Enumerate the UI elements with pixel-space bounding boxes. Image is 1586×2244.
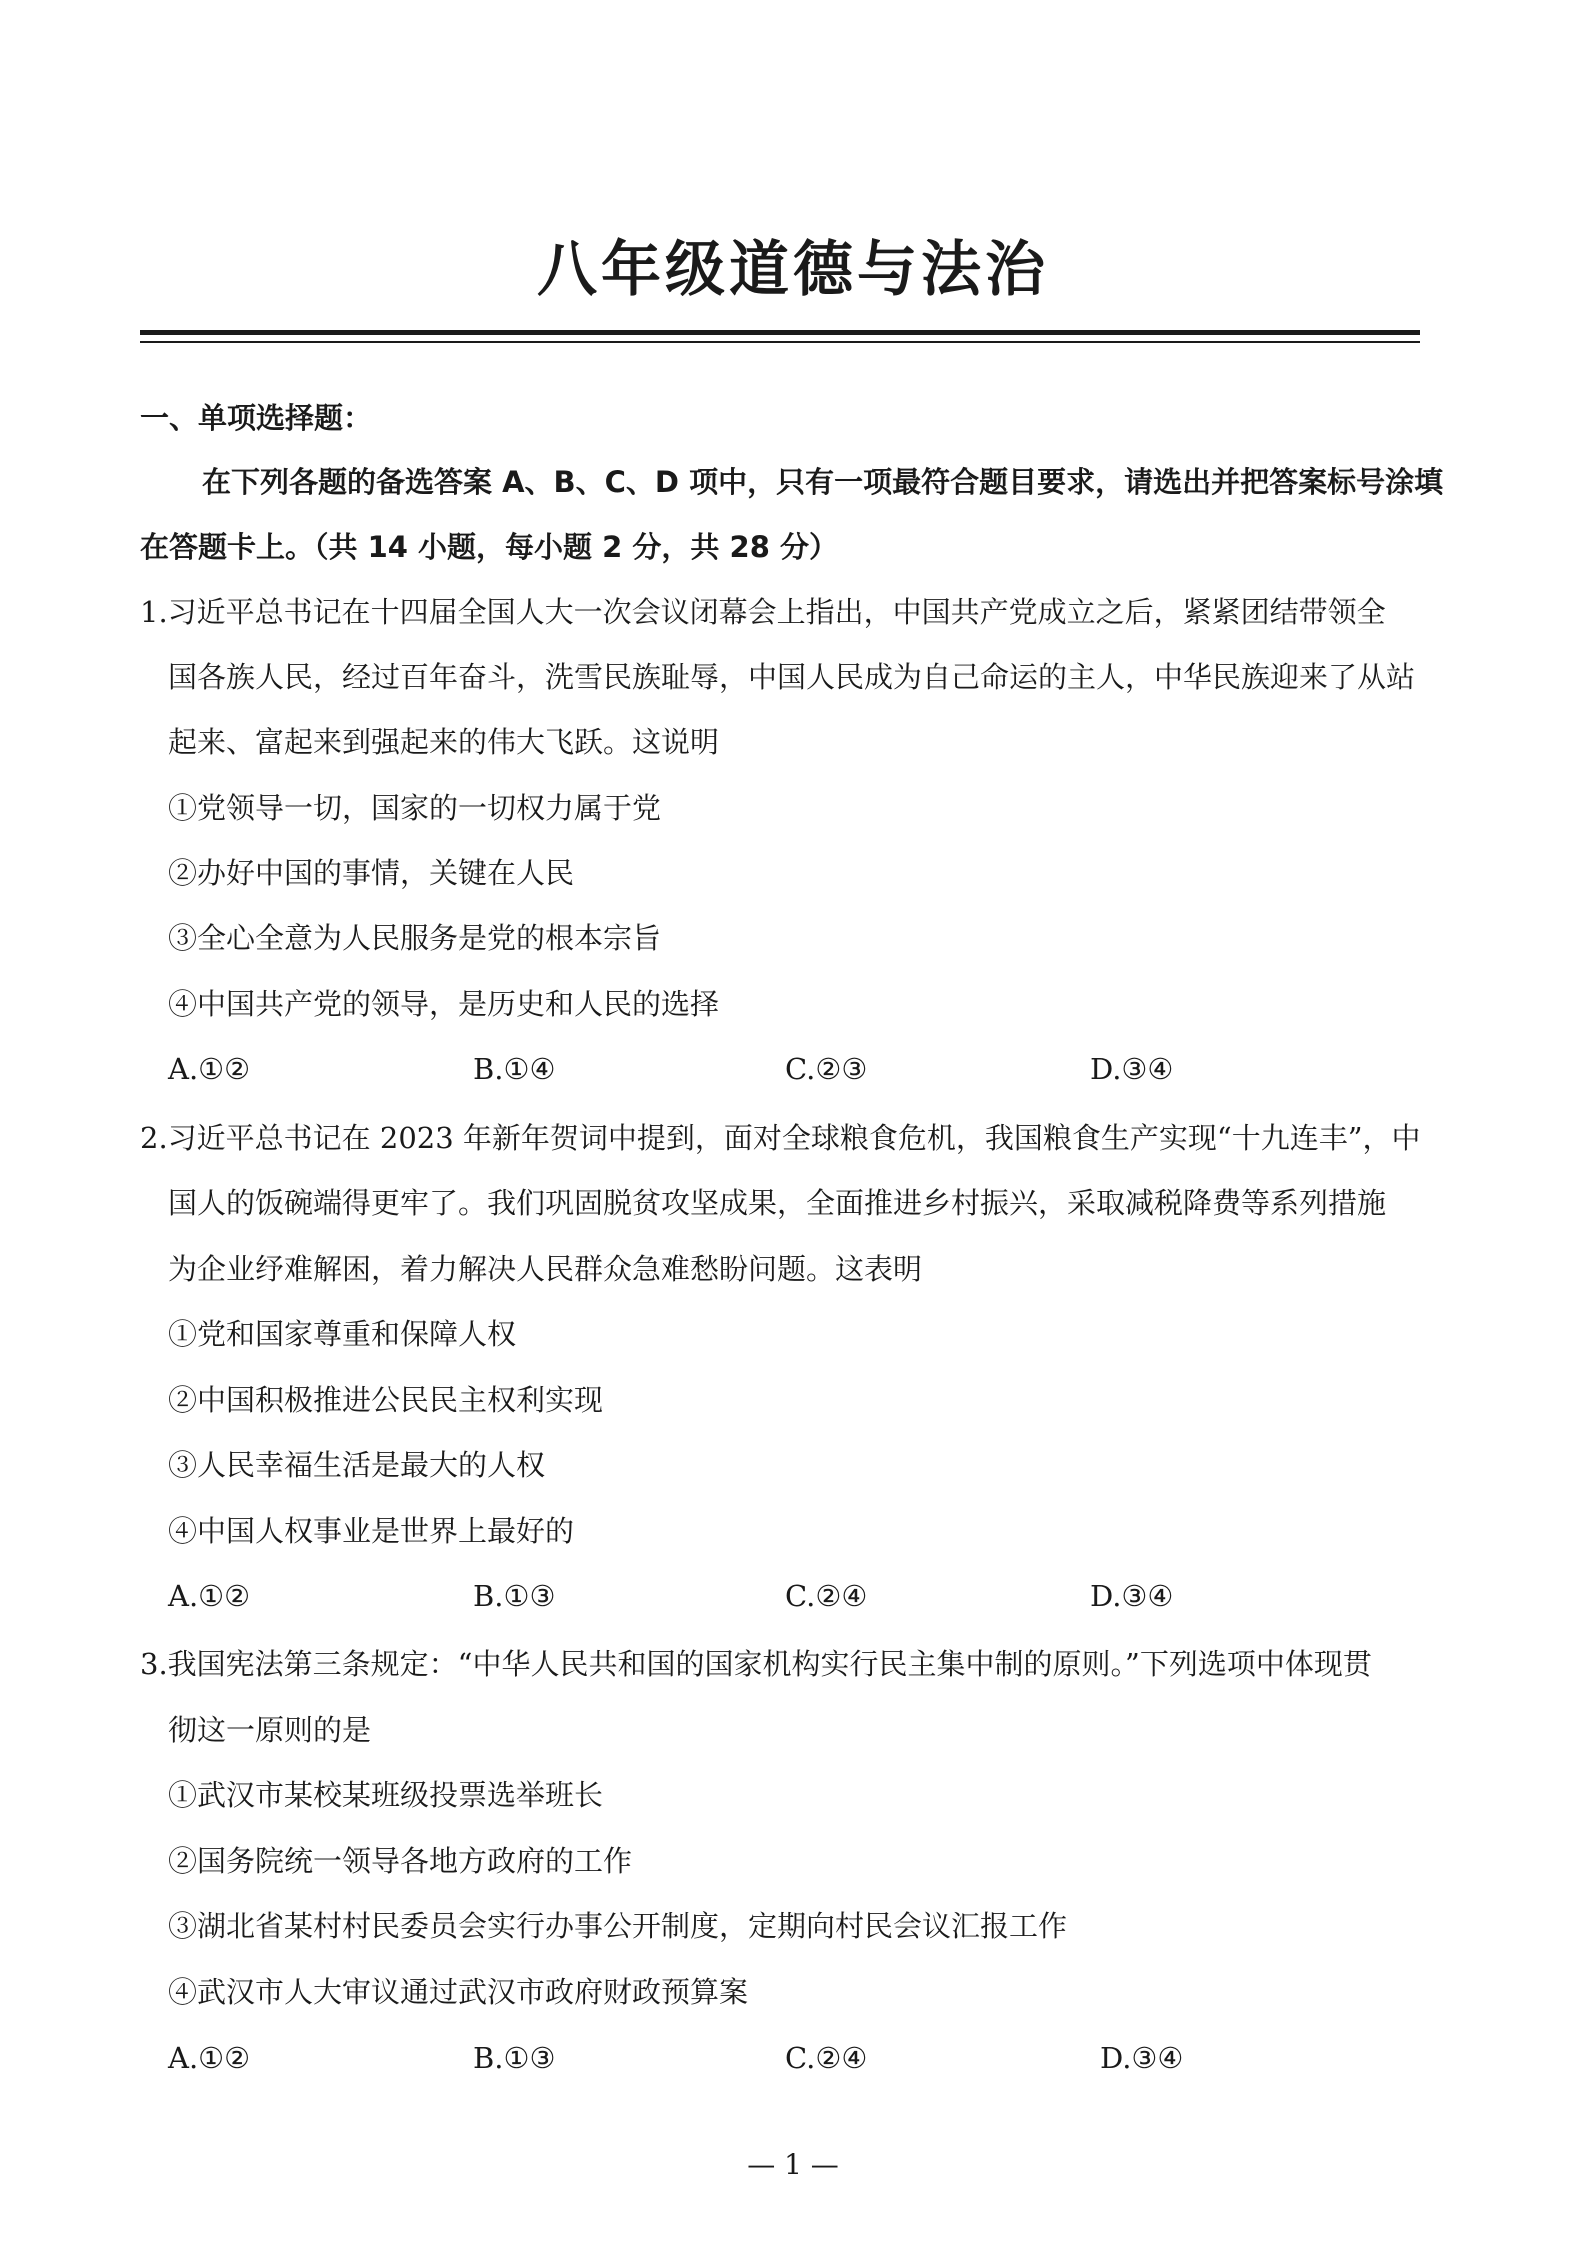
question-1-statement-3: ③全心全意为人民服务是党的根本宗旨	[168, 921, 662, 955]
question-1-option-c: C.②③	[785, 1052, 868, 1086]
question-3-option-c: C.②④	[785, 2041, 868, 2075]
question-2-option-c: C.②④	[785, 1579, 868, 1613]
question-1-stem-line-1: 1.习近平总书记在十四届全国人大一次会议闭幕会上指出，中国共产党成立之后，紧紧团结带领全	[140, 595, 1386, 629]
question-2-option-d: D.③④	[1090, 1579, 1174, 1613]
section-instruction-line-2: 在答题卡上。（共 14 小题，每小题 2 分，共 28 分）	[140, 530, 838, 564]
question-1-option-d: D.③④	[1090, 1052, 1174, 1086]
exam-title: 八年级道德与法治	[537, 235, 1049, 305]
question-3-stem-line-2: 彻这一原则的是	[168, 1713, 372, 1747]
question-2-options	[168, 1576, 1248, 1616]
question-1-option-a: A.①②	[168, 1052, 251, 1086]
question-2-stem-line-2: 国人的饭碗端得更牢了。我们巩固脱贫攻坚成果，全面推进乡村振兴，采取减税降费等系列措施	[168, 1186, 1387, 1220]
question-1-options	[168, 1049, 1248, 1089]
question-2-statement-2: ②中国积极推进公民民主权利实现	[168, 1383, 604, 1417]
section-instruction-line-1: 在下列各题的备选答案 A、B、C、D 项中，只有一项最符合题目要求，请选出并把答案标号涂填	[202, 465, 1444, 499]
question-2-option-b: B.①③	[473, 1579, 556, 1613]
question-1-option-b: B.①④	[473, 1052, 556, 1086]
section-heading: 一、单项选择题：	[140, 401, 373, 435]
question-1-stem-line-2: 国各族人民，经过百年奋斗，洗雪民族耻辱，中国人民成为自己命运的主人，中华民族迎来了从站	[168, 660, 1416, 694]
question-2-statement-4: ④中国人权事业是世界上最好的	[168, 1514, 575, 1548]
question-3-option-b: B.①③	[473, 2041, 556, 2075]
question-3-statement-2: ②国务院统一领导各地方政府的工作	[168, 1844, 633, 1878]
question-2-statement-3: ③人民幸福生活是最大的人权	[168, 1448, 546, 1482]
question-1-statement-1: ①党领导一切，国家的一切权力属于党	[168, 791, 662, 825]
question-3-statement-3: ③湖北省某村村民委员会实行办事公开制度，定期向村民会议汇报工作	[168, 1909, 1068, 1943]
question-3-options	[168, 2038, 1248, 2078]
question-1-stem-line-3: 起来、富起来到强起来的伟大飞跃。这说明	[168, 725, 720, 759]
question-1-statement-2: ②办好中国的事情，关键在人民	[168, 856, 575, 890]
page-number: — 1 —	[747, 2148, 839, 2181]
question-3-option-a: A.①②	[168, 2041, 251, 2075]
question-1-statement-4: ④中国共产党的领导，是历史和人民的选择	[168, 987, 720, 1021]
question-3-stem-line-1: 3.我国宪法第三条规定：“中华人民共和国的国家机构实行民主集中制的原则。”下列选项中体现贯	[140, 1647, 1372, 1681]
question-2-stem-line-1: 2.习近平总书记在 2023 年新年贺词中提到，面对全球粮食危机，我国粮食生产实现“十九连丰”，中	[140, 1121, 1421, 1155]
question-3-option-d: D.③④	[1100, 2041, 1184, 2075]
title-divider-thick	[140, 330, 1420, 335]
title-divider-thin	[140, 341, 1420, 343]
question-3-statement-1: ①武汉市某校某班级投票选举班长	[168, 1778, 604, 1812]
question-2-stem-line-3: 为企业纾难解困，着力解决人民群众急难愁盼问题。这表明	[168, 1252, 923, 1286]
question-2-statement-1: ①党和国家尊重和保障人权	[168, 1317, 517, 1351]
question-2-option-a: A.①②	[168, 1579, 251, 1613]
question-3-statement-4: ④武汉市人大审议通过武汉市政府财政预算案	[168, 1975, 749, 2009]
